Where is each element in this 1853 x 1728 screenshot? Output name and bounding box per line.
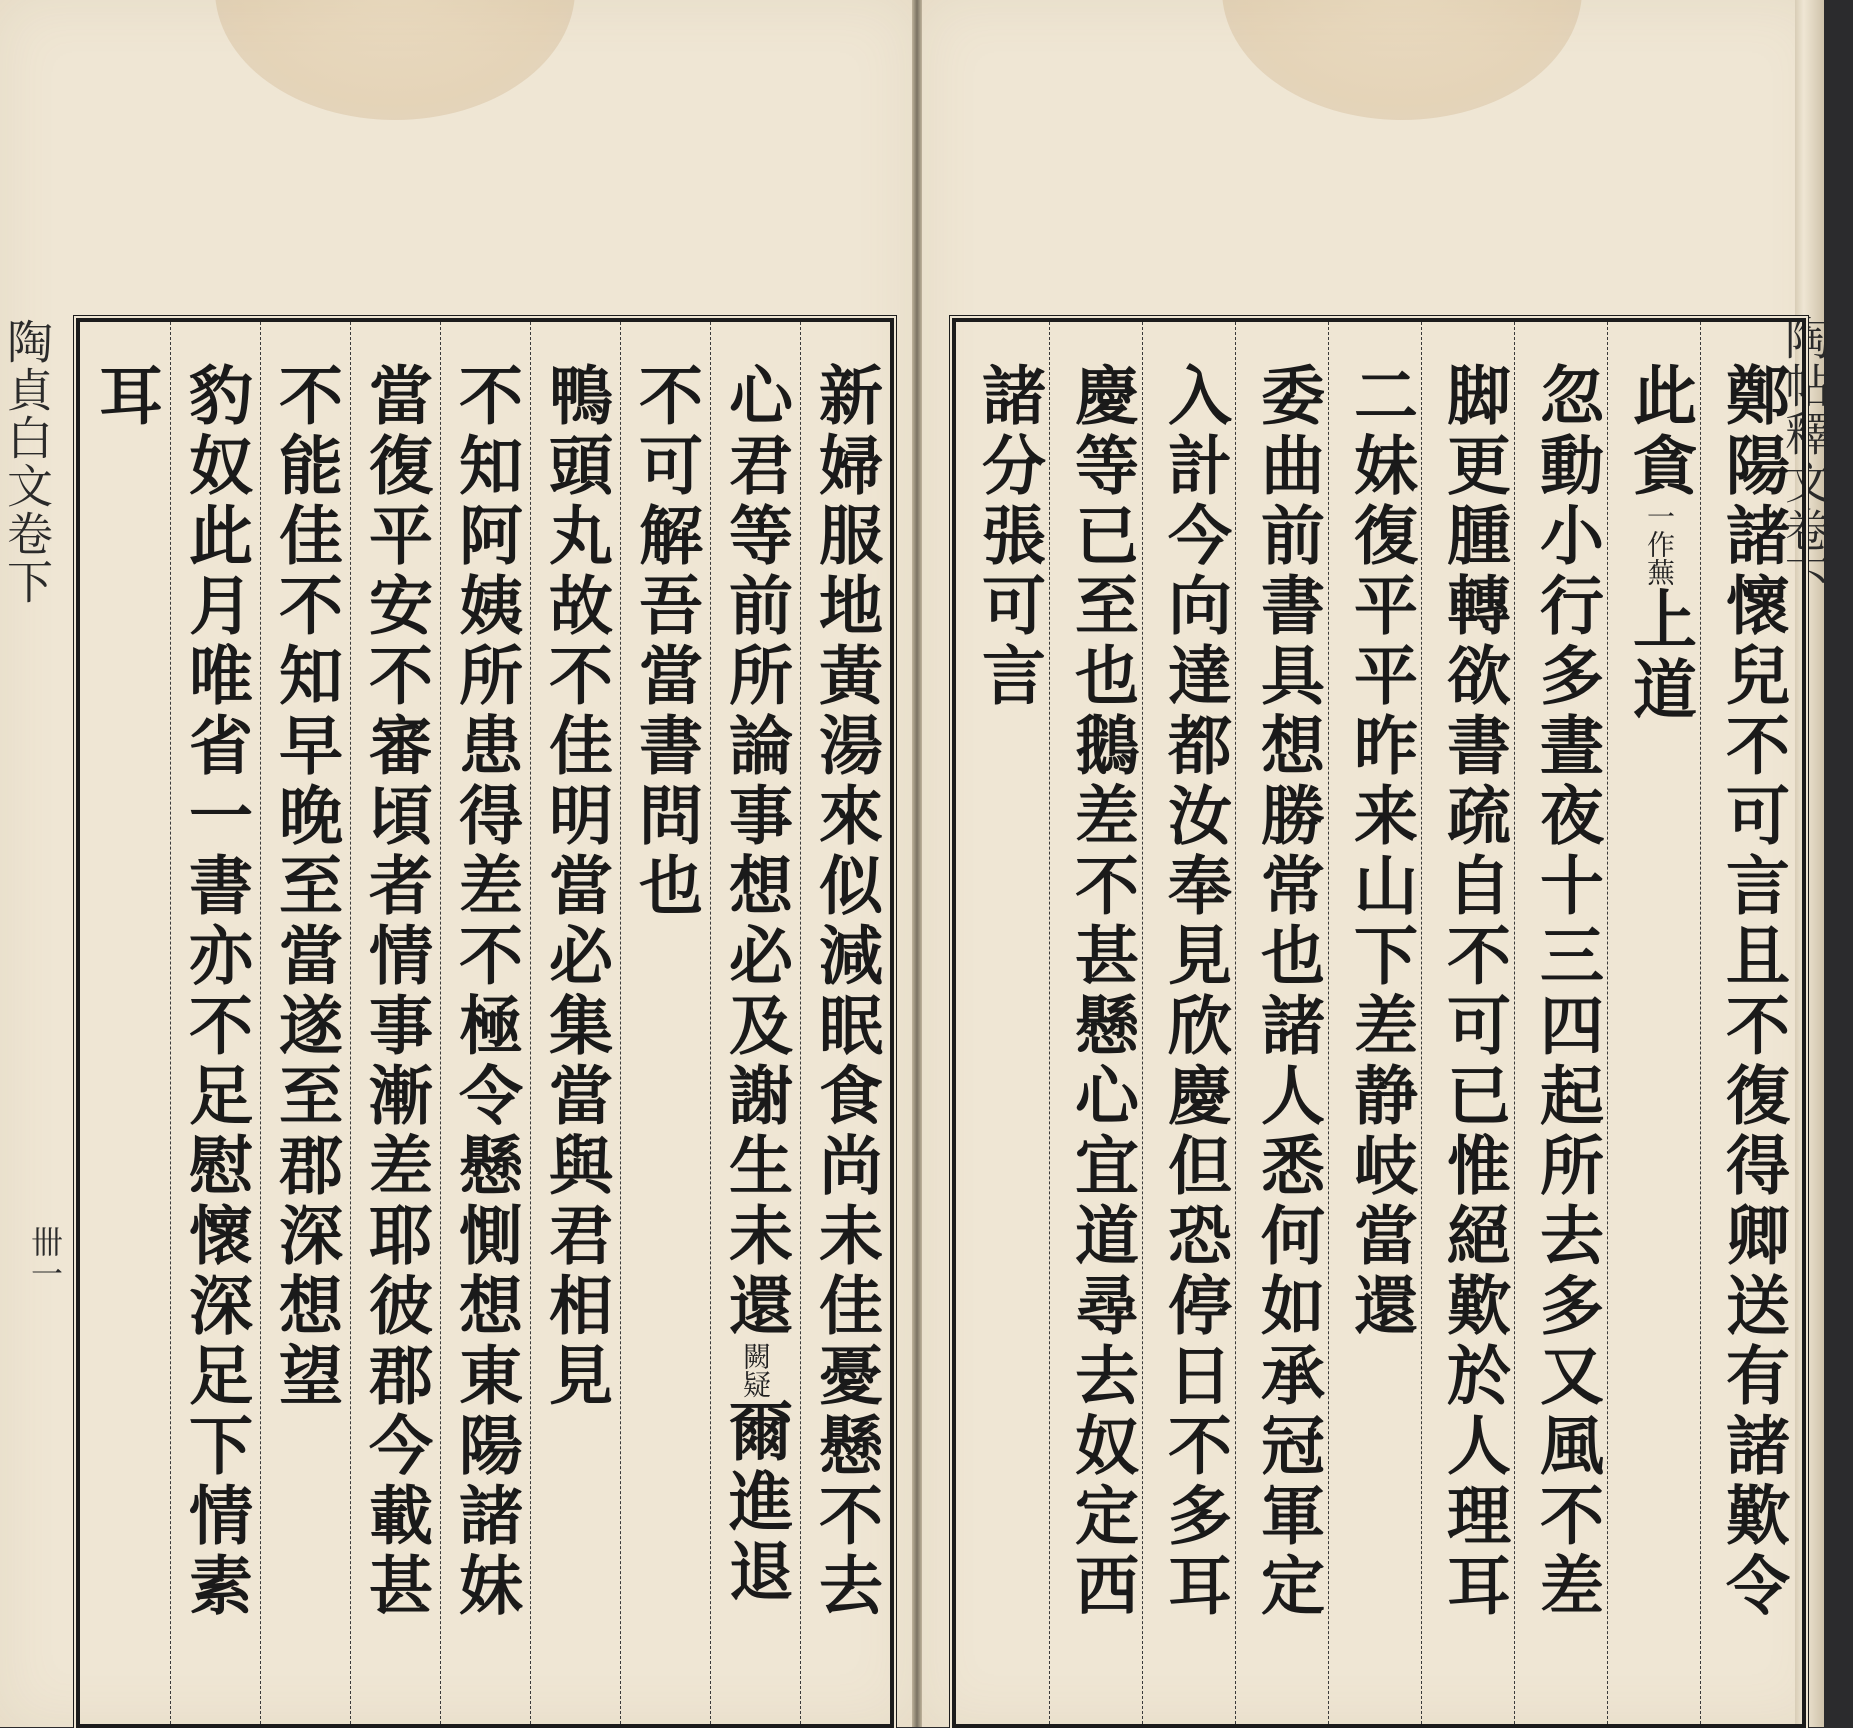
column-rule [170,322,171,1724]
folio-number: 卌一 [26,1225,64,1289]
water-stain [215,0,575,120]
right-page [922,0,1832,1727]
text-column [1619,362,1699,726]
text-column: 不知阿姨所患得差不極令懸惻想東陽諸妹 [448,362,523,1622]
column-rule [440,322,441,1724]
right-text-frame [952,318,1806,1728]
column-rule [1421,322,1422,1724]
column-rule [530,322,531,1724]
column-rule [800,322,801,1724]
left-margin-title: 陶貞白文卷下 [0,318,54,606]
text-column: 鴨頭丸故不佳明當必集當與君相見 [538,362,613,1412]
column-rule [710,322,711,1724]
text-column: 入計今向達都汝奉見欣慶但恐停日不多耳 [1157,362,1232,1622]
column-text: 此貪 [1622,362,1697,502]
water-stain [1222,0,1582,120]
text-column: 忽動小行多晝夜十三四起所去多又風不差 [1529,362,1604,1622]
column-text-continued: 上道 [1622,586,1697,726]
column-rule [620,322,621,1724]
column-rule [1514,322,1515,1724]
column-rule [1700,322,1701,1724]
column-rule [1328,322,1329,1724]
text-column: 新婦服地黃湯來似減眠食尚未佳憂懸不去 [808,362,883,1622]
column-rule [350,322,351,1724]
text-column: 諸分張可言 [971,362,1046,712]
book-spine [912,0,922,1727]
column-text: 心君等前所論事想必及謝生未還 [718,362,793,1342]
column-rule [1049,322,1050,1724]
right-margin-title: 陶帖釋文卷下 [1778,314,1832,602]
column-text-continued: 爾進退 [718,1398,793,1608]
left-text-frame [76,318,894,1728]
text-column: 豹奴此月唯省一書亦不足慰懷深足下情素 [178,362,253,1622]
column-rule [1607,322,1608,1724]
text-column: 鄭陽諸懷兒不可言且不復得卿送有諸歎令 [1715,362,1790,1622]
text-column: 不能佳不知早晚至當遂至郡深想望 [268,362,343,1412]
text-column: 委曲前書具想勝常也諸人悉何如承冠軍定 [1250,362,1325,1622]
text-column: 慶等已至也鵝差不甚懸心宜道尋去奴定西 [1064,362,1139,1622]
column-rule [1142,322,1143,1724]
collation-note: 一作蕪 [1643,502,1676,586]
text-column: 不可解吾當書問也 [628,362,703,922]
text-column [715,362,795,1608]
column-rule [1235,322,1236,1724]
text-column: 耳 [88,362,163,432]
collation-note: 闕疑 [739,1342,772,1398]
text-column: 脚更腫轉欲書疏自不可已惟絕歎於人理耳 [1436,362,1511,1622]
left-page [0,0,912,1727]
text-column: 二妹復平平昨来山下差静岐當還 [1343,362,1418,1342]
column-rule [260,322,261,1724]
text-column: 當復平安不審頃者情事漸差耶彼郡今載甚 [358,362,433,1622]
